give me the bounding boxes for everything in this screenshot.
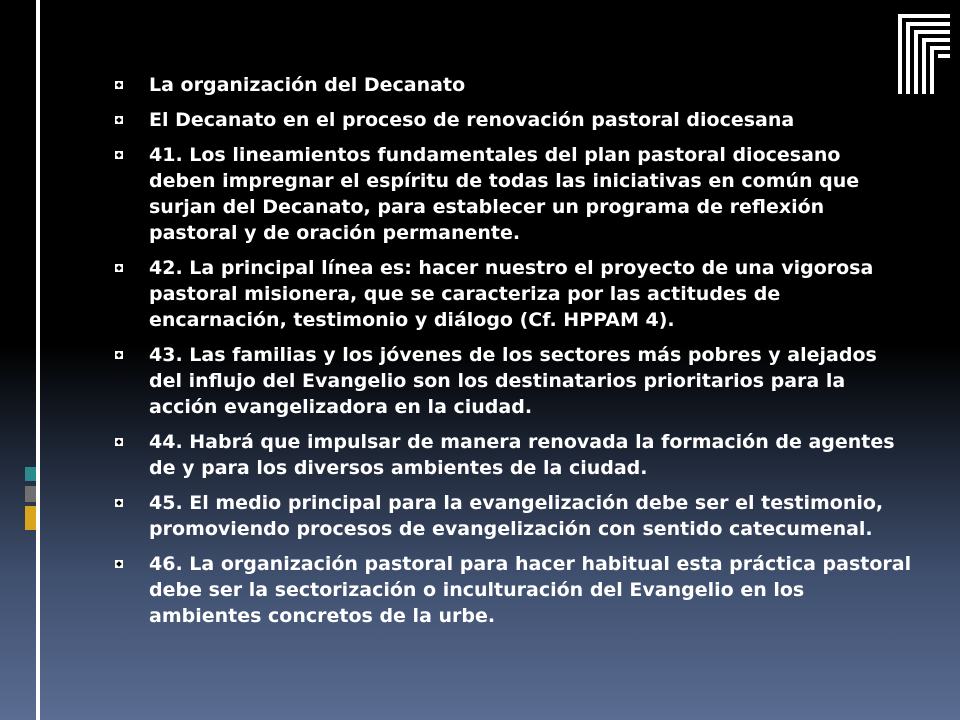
bullet-item (112, 429, 912, 481)
accent-gold-block (25, 506, 36, 530)
bullet-item (112, 255, 912, 333)
bullet-square-icon (115, 81, 123, 89)
bullet-square-icon (115, 499, 123, 507)
bullet-item (112, 342, 912, 420)
bullet-text: El Decanato en el proceso de renovación pastoral diocesana (149, 109, 795, 131)
accent-teal-block (25, 467, 36, 481)
bullet-item (112, 107, 912, 133)
left-accent-bar (0, 0, 40, 720)
bullet-list (112, 72, 912, 638)
bullet-square-icon (115, 264, 123, 272)
bullet-text: 45. El medio principal para la evangelización debe ser el testimonio, promoviendo procesos de evangelización con sentido catecumenal. (149, 492, 884, 540)
bullet-text: 46. La organización pastoral para hacer habitual esta práctica pastoral debe ser la sectorización o inculturación del Evangelio en los ambientes concretos de la urbe. (149, 553, 912, 627)
bullet-square-icon (115, 151, 123, 159)
bullet-item (112, 551, 912, 629)
bullet-item (112, 72, 912, 98)
bullet-text: 43. Las familias y los jóvenes de los sectores más pobres y alejados del influjo del Evangelio son los destinatarios prioritarios para la acción evangelizadora en la ciudad. (149, 344, 877, 418)
bullet-text: 42. La principal línea es: hacer nuestro el proyecto de una vigorosa pastoral misionera, que se caracteriza por las actitudes de encarnación, testimonio y diálogo (Cf. HPPAM 4). (149, 257, 874, 331)
bullet-text: La organización del Decanato (149, 74, 466, 96)
left-edge-line (36, 0, 40, 720)
accent-gray-block (25, 486, 36, 502)
bullet-item (112, 490, 912, 542)
bullet-text: 41. Los lineamientos fundamentales del plan pastoral diocesano deben impregnar el espíritu de todas las iniciativas en común que surjan del Decanato, para establecer un programa de reflexión pastoral y de oración permanente. (149, 144, 860, 244)
bullet-text: 44. Habrá que impulsar de manera renovada la formación de agentes de y para los diversos ambientes de la ciudad. (149, 431, 895, 479)
bullet-square-icon (115, 116, 123, 124)
bullet-square-icon (115, 351, 123, 359)
bullet-item (112, 142, 912, 246)
bullet-square-icon (115, 560, 123, 568)
bullet-square-icon (115, 438, 123, 446)
